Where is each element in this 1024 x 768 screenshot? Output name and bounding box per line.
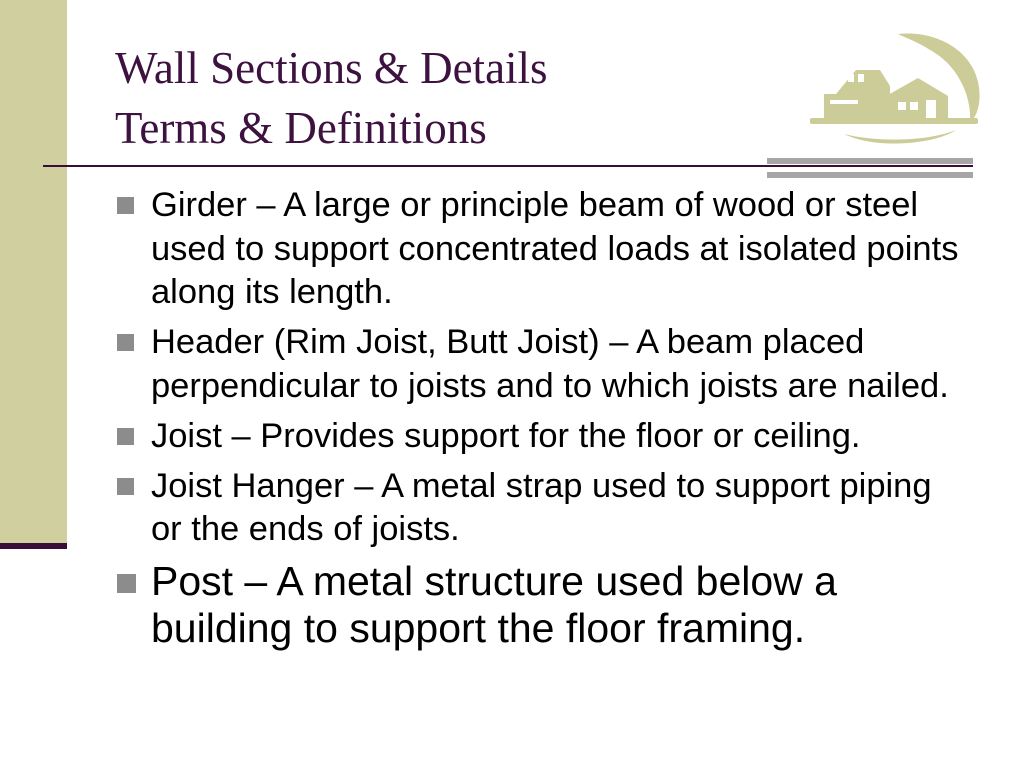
list-item-header <box>116 321 966 408</box>
grey-accent-bar-top <box>767 158 973 164</box>
bullet-text: Girder – A large or principle beam of wood or steel used to support concentrated loads at isolated points along its length. <box>151 186 959 311</box>
slide-title <box>115 38 548 158</box>
square-bullet-icon <box>117 478 134 495</box>
square-bullet-icon <box>117 334 134 351</box>
grey-accent-bar-bottom <box>767 172 973 178</box>
title-line-1: Wall Sections & Details <box>115 43 548 93</box>
bullet-text: Joist Hanger – A metal strap used to support piping or the ends of joists. <box>151 466 932 548</box>
title-divider <box>43 165 973 167</box>
left-accent-bar <box>0 0 67 543</box>
list-item-joist-hanger <box>116 465 966 552</box>
definitions-list <box>116 184 966 659</box>
title-line-2: Terms & Definitions <box>115 103 487 153</box>
house-logo-icon <box>806 30 982 152</box>
square-bullet-icon <box>117 574 136 593</box>
list-item-post <box>116 558 966 652</box>
bullet-text: Joist – Provides support for the floor or ceiling. <box>151 416 861 455</box>
bullet-text: Header (Rim Joist, Butt Joist) – A beam placed perpendicular to joists and to which joists are nailed. <box>151 323 949 405</box>
list-item-girder <box>116 184 966 315</box>
left-accent-rule <box>0 543 67 549</box>
square-bullet-icon <box>117 197 134 214</box>
list-item-joist <box>116 415 966 459</box>
square-bullet-icon <box>117 428 134 445</box>
bullet-text: Post – A metal structure used below a building to support the floor framing. <box>151 558 837 651</box>
